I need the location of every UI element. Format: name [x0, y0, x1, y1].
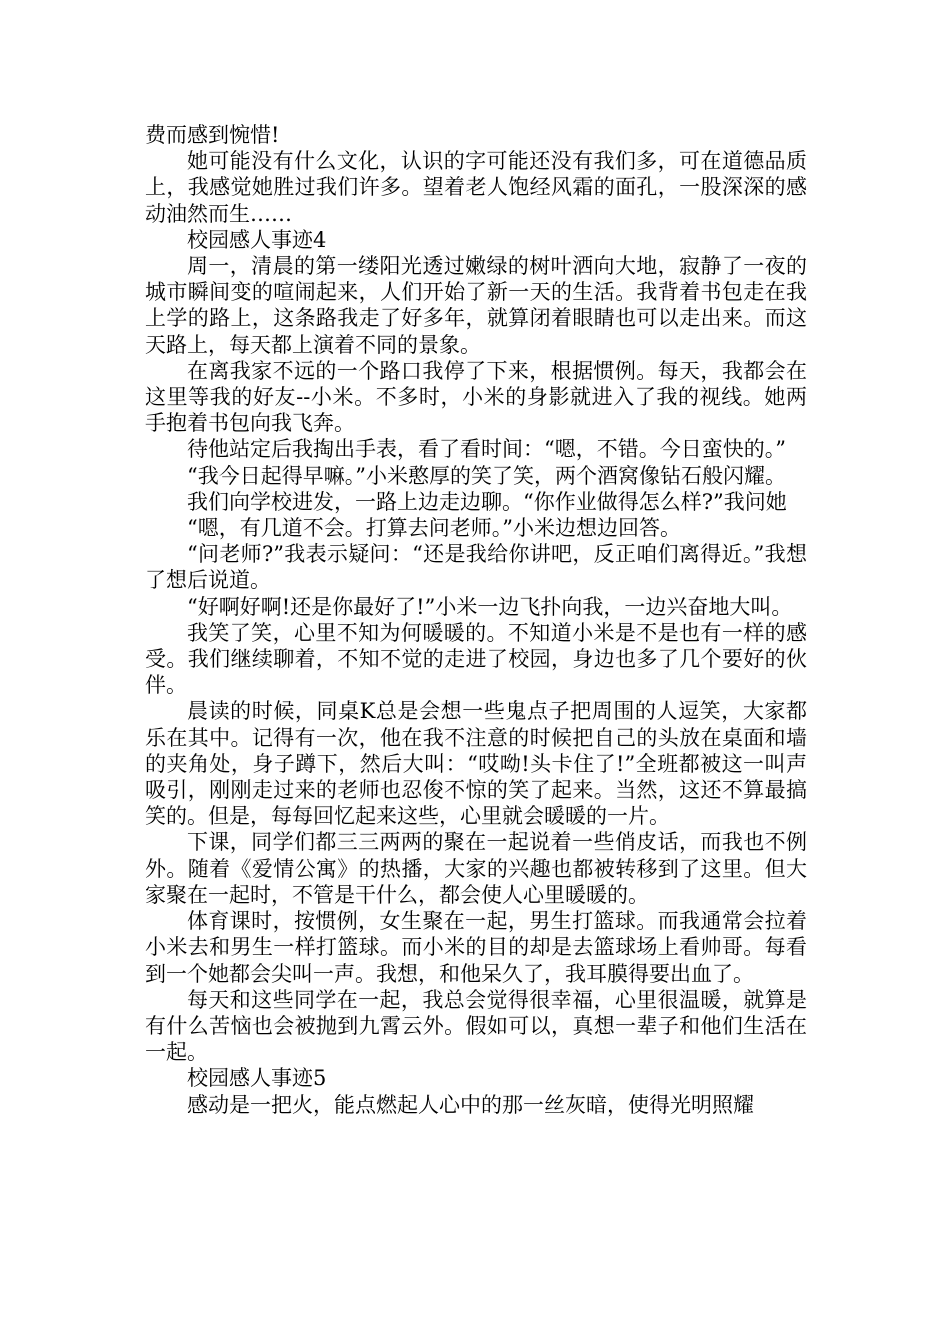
- paragraph: 待他站定后我掏出手表，看了看时间：“嗯，不错。今日蛮快的。”: [187, 437, 786, 462]
- paragraph: “问老师?”我表示疑问：“还是我给你讲吧，反正咱们离得近。”我想了想后说道。: [145, 542, 807, 593]
- paragraph-continuation: 费而感到惋惜!: [145, 123, 280, 147]
- paragraph: 在离我家不远的一个路口我停了下来，根据惯例。每天，我都会在这里等我的好友--小米。不多时，小米的身影就进入了我的视线。她两手抱着书包向我飞奔。: [145, 358, 807, 436]
- paragraph: 下课，同学们都三三两两的聚在一起说着一些俏皮话，而我也不例外。随着《爱情公寓》的热播，大家的兴趣也都被转移到了这里。但大家聚在一起时，不管是干什么，都会使人心里暖暖的。: [145, 830, 807, 907]
- section-heading: 校园感人事迹5: [187, 1066, 327, 1091]
- paragraph: 我笑了笑，心里不知为何暖暖的。不知道小米是不是也有一样的感受。我们继续聊着，不知不觉的走进了校园，身边也多了几个要好的伙伴。: [145, 620, 807, 698]
- paragraph: 她可能没有什么文化，认识的字可能还没有我们多，可在道德品质上，我感觉她胜过我们许多。望着老人饱经风霜的面孔，一股深深的感动油然而生……: [145, 149, 807, 226]
- paragraph: “好啊好啊!还是你最好了!”小米一边飞扑向我，一边兴奋地大叫。: [187, 594, 793, 619]
- document-page: [145, 122, 807, 1118]
- paragraph: 每天和这些同学在一起，我总会觉得很幸福，心里很温暖，就算是有什么苦恼也会被抛到九霄云外。假如可以，真想一辈子和他们生活在一起。: [145, 987, 807, 1065]
- paragraph: “我今日起得早嘛。”小米憨厚的笑了笑，两个酒窝像钻石般闪耀。: [187, 463, 786, 488]
- paragraph: 晨读的时候，同桌K总是会想一些鬼点子把周围的人逗笑，大家都乐在其中。记得有一次，他在我不注意的时候把自己的头放在桌面和墙的夹角处，身子蹲下，然后大叫：“哎呦!头卡住了!”全班都被这一叫声吸引，刚刚走过来的老师也忍俊不惊的笑了起来。当然，这还不算最搞笑的。但是，每每回忆起来这些，心里就会暖暖的一片。: [145, 699, 807, 829]
- section-heading: 校园感人事迹4: [187, 227, 327, 252]
- paragraph: “嗯，有几道不会。打算去问老师。”小米边想边回答。: [187, 516, 681, 541]
- paragraph: 感动是一把火，能点燃起人心中的那一丝灰暗，使得光明照耀: [187, 1092, 754, 1117]
- paragraph: 我们向学校进发，一路上边走边聊。“你作业做得怎么样?”我问她: [187, 489, 787, 514]
- paragraph: 体育课时，按惯例，女生聚在一起，男生打篮球。而我通常会拉着小米去和男生一样打篮球。而小米的目的却是去篮球场上看帅哥。每看到一个她都会尖叫一声。我想，和他呆久了，我耳膜得要出血了。: [145, 909, 807, 986]
- paragraph: 周一，清晨的第一缕阳光透过嫩绿的树叶洒向大地，寂静了一夜的城市瞬间变的喧闹起来，人们开始了新一天的生活。我背着书包走在我上学的路上，这条路我走了好多年，就算闭着眼睛也可以走出来。而这天路上，每天都上演着不同的景象。: [145, 254, 807, 357]
